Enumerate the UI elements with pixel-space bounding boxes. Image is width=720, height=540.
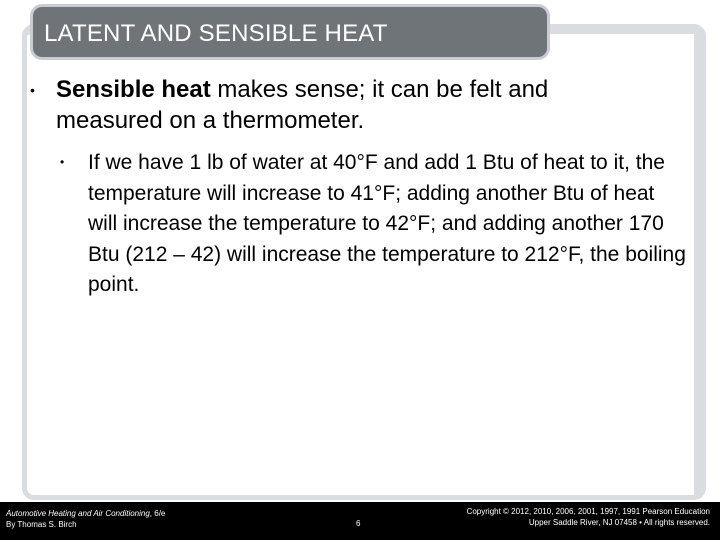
footer-book-title: Automotive Heating and Air Conditioning [6, 509, 150, 518]
footer-bar [0, 502, 720, 540]
bullet-text-rest: makes sense; it can be felt and measured on a thermometer. [56, 76, 549, 134]
footer-edition: , 6/e [149, 509, 166, 518]
bullet-text-primary [56, 74, 656, 136]
footer-author: By Thomas S. Birch [6, 520, 77, 529]
footer-book-info [6, 508, 165, 530]
slide-title: LATENT AND SENSIBLE HEAT [44, 20, 388, 47]
sub-bullet-marker: • [60, 155, 65, 169]
footer-copyright [467, 506, 710, 528]
bold-term: Sensible heat [56, 76, 211, 103]
page-number: 6 [356, 519, 361, 528]
copyright-line-1: Copyright © 2012, 2010, 2006, 2001, 1997, 1991 Pearson Education [466, 507, 710, 516]
copyright-line-2: Upper Saddle River, NJ 07458 • All rights reserved. [528, 518, 710, 527]
bullet-marker: • [30, 82, 35, 98]
sub-bullet-text: If we have 1 lb of water at 40°F and add 1 Btu of heat to it, the temperature will increase to 41°F; adding another Btu of heat will increase the temperature to 42°F; and adding another 170 Btu (212 – 42) will increase the temperature to 212°F, the boiling point. [88, 151, 686, 296]
